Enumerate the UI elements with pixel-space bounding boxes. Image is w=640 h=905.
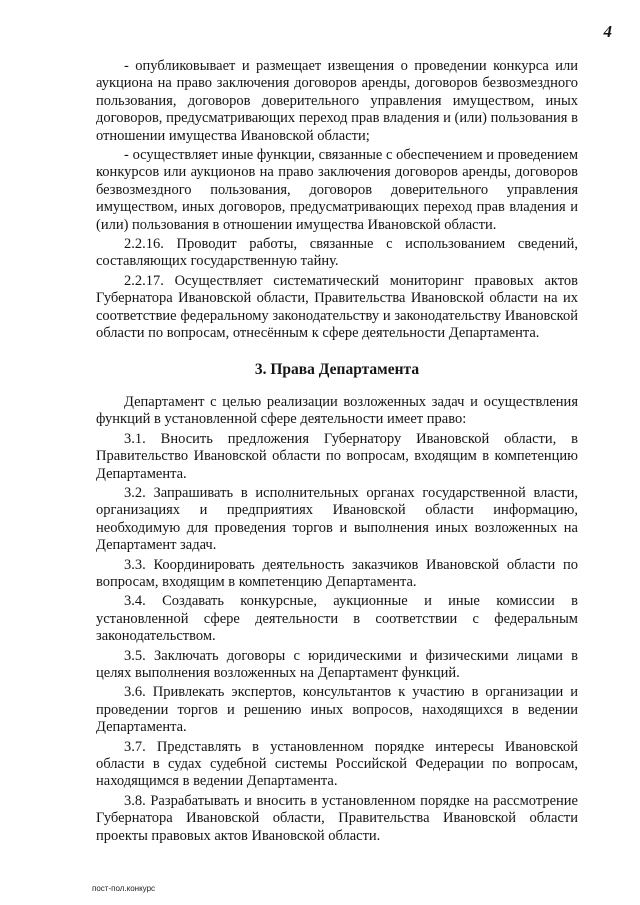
- section-heading: 3. Права Департамента: [254, 360, 420, 378]
- footer-file-note: пост-пол.конкурс: [92, 884, 156, 893]
- paragraph-publish-notices: - опубликовывает и размещает извещения о проведении конкурса или аукциона на право заключения договоров аренды, договоров безвозмездного пользования, договоров доверительного управления имуществом, иных договоров, предусматривающих переход прав владения и (или) пользования в отношении имущества Ивановской области;: [96, 58, 578, 144]
- right-3-2: 3.2. Запрашивать в исполнительных органах государственной власти, организациях и предприятиях Ивановской области информацию, необходимую для проведения торгов и выполнения иных возложенных на Департамент задач.: [96, 484, 578, 554]
- document-body: [96, 58, 578, 845]
- paragraph-other-functions: - осуществляет иные функции, связанные с обеспечением и проведением конкурсов или аукционов на право заключения договоров аренды, договоров безвозмездного пользования, договоров доверительного управления имуществом, иных договоров, предусматривающих переход прав владения и (или) пользования в отношении имущества Ивановской области.: [96, 147, 578, 233]
- right-3-4: 3.4. Создавать конкурсные, аукционные и иные комиссии в установленной сфере деятельности в соответствии с федеральным законодательством.: [96, 593, 578, 645]
- page-number: 4: [603, 22, 612, 41]
- right-3-1: 3.1. Вносить предложения Губернатору Ивановской области, в Правительство Ивановской области по вопросам, входящим в компетенцию Департамента.: [96, 430, 578, 482]
- paragraph-2-2-17: 2.2.17. Осуществляет систематический мониторинг правовых актов Губернатора Ивановской области, Правительства Ивановской области на их соответствие федеральному законодательству и законодательству Ивановской области по вопросам, отнесённым к сфере деятельности Департамента.: [96, 272, 578, 342]
- right-3-8: 3.8. Разрабатывать и вносить в установленном порядке на рассмотрение Губернатора Ивановской области, Правительства Ивановской области проекты правовых актов Ивановской области.: [96, 792, 578, 844]
- right-3-6: 3.6. Привлекать экспертов, консультантов к участию в организации и проведении торгов и решению иных вопросов, находящихся в ведении Департамента.: [96, 684, 578, 736]
- right-3-3: 3.3. Координировать деятельность заказчиков Ивановской области по вопросам, входящим в компетенцию Департамента.: [96, 556, 578, 590]
- section-intro: Департамент с целью реализации возложенных задач и осуществления функций в установленной сфере деятельности имеет право:: [96, 393, 578, 428]
- right-3-7: 3.7. Представлять в установленном порядке интересы Ивановской области в судах судебной системы Российской Федерации по вопросам, находящимся в ведении Департамента.: [96, 738, 578, 790]
- paragraph-2-2-16: 2.2.16. Проводит работы, связанные с использованием сведений, составляющих государственную тайну.: [96, 236, 578, 270]
- right-3-5: 3.5. Заключать договоры с юридическими и физическими лицами в целях выполнения возложенных на Департамент функций.: [96, 647, 578, 681]
